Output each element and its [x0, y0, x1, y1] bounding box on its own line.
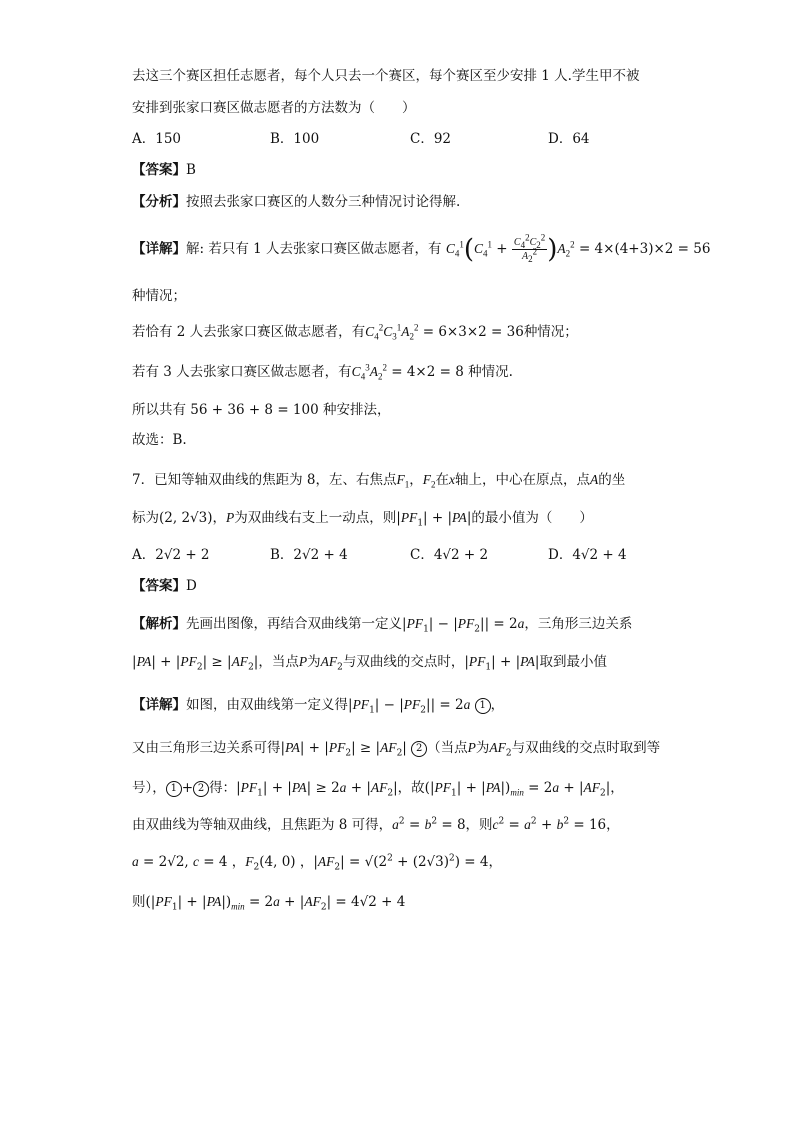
q7-detail-line1: 【详解】如图，由双曲线第一定义得$|PF_1| - |PF_2|| = 2a$ 1 ， [132, 697, 505, 716]
q7-stem-line2: 标为(2, 2√3)，P为双曲线右支上一动点，则$|PF_1| + |PA|$的最小值为（ ） [132, 510, 593, 529]
q7-analysis-line2: $|PA| + |PF_2| \ge |AF_2|$，当点P为$AF_2$与双曲线的交点时，$|PF_1| + |PA|$取到最小值 [132, 654, 607, 673]
q7-detail-line2: 又由三角形三边关系可得$|PA| + |PF_2| \ge |AF_2|$ 2 （当点P为$AF_2$与双曲线的交点时取到等 [132, 740, 661, 759]
q6-detail-case1-tail: 种情况； [132, 288, 186, 304]
q7-option-d: D．4√2 + 4 [548, 547, 627, 563]
q6-choice: 故选：B. [132, 432, 187, 448]
q7-detail-line3: 号）， 1 + 2 得：$|PF_1| + |PA| \ge 2a + |AF_2|$，故$(|PF_1| + |PA|)_{min} = 2a + |AF_2|$， [132, 780, 624, 799]
q7-detail-line6: 则$(|PF_1| + |PA|)_{min} = 2a + |AF_2| = 4√2 + 4$ [132, 894, 406, 913]
q6-detail-case2: 若恰有 2 人去张家口赛区做志愿者，有$C_4^2C_3^1A_2^2 = 6\times 3\times 2 = 36$种情况； [132, 322, 578, 342]
q6-answer: 【答案】B [132, 162, 196, 178]
q6-detail-total: 所以共有 56 + 36 + 8 = 100 种安排法， [132, 402, 391, 418]
q7-answer: 【答案】D [132, 578, 197, 594]
q6-stem-line1: 去这三个赛区担任志愿者，每个人只去一个赛区，每个赛区至少安排 1 人.学生甲不被 [132, 68, 640, 84]
q7-option-b: B．2√2 + 4 [270, 547, 348, 563]
q7-analysis-line1: 【解析】先画出图像，再结合双曲线第一定义$|PF_1| - |PF_2|| = 2a$，三角形三边关系 [132, 616, 633, 635]
q6-option-d: D．64 [548, 131, 590, 147]
q6-option-a: A．150 [132, 131, 182, 147]
q7-detail-line5: a = 2√2, c = 4 ，$F_2(4$, 0) ，$|AF_2| = √(2^2 + (2√3)^2) = 4$， [132, 853, 502, 873]
q6-option-c: C．92 [410, 131, 452, 147]
q6-stem-line2: 安排到张家口赛区做志愿者的方法数为（ ） [132, 100, 416, 116]
q7-stem-line1: 7．已知等轴双曲线的焦距为 8，左、右焦点$F_1$，$F_2$在x轴上，中心在原点，点A的坐 [132, 472, 626, 490]
q7-detail-line4: 由双曲线为等轴双曲线，且焦距为 8 可得，$a^2 = b^2 = 8$，则$c^2 = a^2 + b^2 = 16$， [132, 816, 620, 833]
q7-option-c: C．4√2 + 2 [410, 547, 489, 563]
q6-option-b: B．100 [270, 131, 320, 147]
q6-analysis: 【分析】按照去张家口赛区的人数分三种情况讨论得解. [132, 194, 461, 210]
q7-option-a: A．2√2 + 2 [132, 547, 210, 563]
q6-detail-case3: 若有 3 人去张家口赛区做志愿者，有$C_4^3A_2^2 = 4\times 2 = 8$ 种情况. [132, 362, 513, 382]
q6-detail-case1: 【详解】解: 若只有 1 人去张家口赛区做志愿者，有 $C_4^1(C_4^1$ + $\frac{C_4^2C_2^2}{A_2^2}$ )$A_2^2 = 4\times(4+3)\times 2 = 56$ [132, 232, 711, 265]
